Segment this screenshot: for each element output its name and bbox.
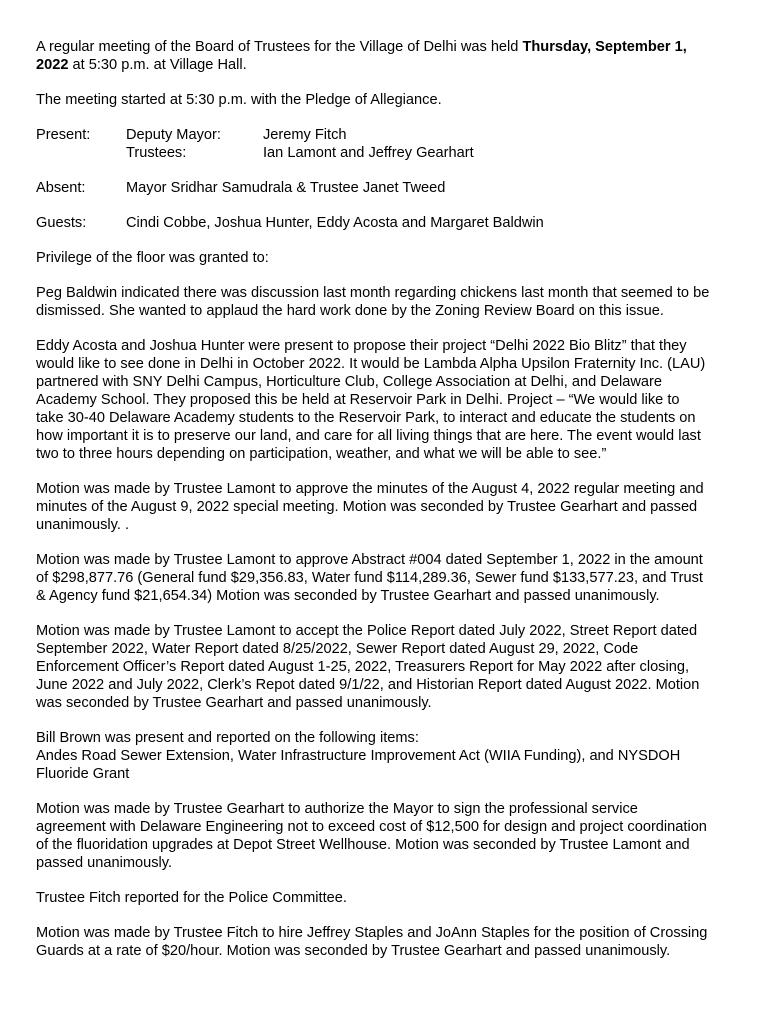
paragraph-line: of the fluoridation upgrades at Depot Street Wellhouse. Motion was seconded by Trustee Lamont and: [36, 837, 690, 853]
intro-suffix: at 5:30 p.m. at Village Hall.: [68, 57, 247, 73]
paragraph-line: Andes Road Sewer Extension, Water Infrastructure Improvement Act (WIIA Funding), and NYSDOH: [36, 748, 681, 764]
paragraph-line: Motion was made by Trustee Lamont to approve Abstract #004 dated September 1, 2022 in the amount: [36, 552, 703, 568]
paragraph-line: dismissed. She wanted to applaud the hard work done by the Zoning Review Board on this issue.: [36, 303, 664, 319]
minutes-paragraph: [36, 480, 746, 534]
paragraph-line: passed unanimously.: [36, 855, 173, 871]
minutes-paragraph: [36, 337, 746, 463]
paragraph-line: of $298,877.76 (General fund $29,356.83, Water fund $114,289.36, Sewer fund $133,577.23, and Trust: [36, 570, 703, 586]
paragraph-line: unanimously. .: [36, 517, 130, 533]
paragraph-line: September 2022, Water Report dated 8/25/2022, Sewer Report dated August 29, 2022, Code: [36, 641, 639, 657]
paragraph-line: Motion was made by Trustee Lamont to accept the Police Report dated July 2022, Street Report dated: [36, 623, 698, 639]
paragraph-line: & Agency fund $21,654.34) Motion was seconded by Trustee Gearhart and passed unanimously.: [36, 588, 660, 604]
paragraph-line: June 2022 and July 2022, Clerk’s Repot dated 9/1/22, and Historian Report dated August 2022. Motion: [36, 677, 700, 693]
paragraph-line: Bill Brown was present and reported on the following items:: [36, 730, 419, 746]
intro-paragraph: [36, 38, 746, 74]
paragraph-line: how important it is to preserve our land, and care for all living things that are here. The event would last: [36, 428, 701, 444]
paragraph-line: partnered with SNY Delhi Campus, Horticulture Club, College Association at Delhi, and Delaware: [36, 374, 662, 390]
minutes-paragraph: [36, 284, 746, 320]
privilege-paragraph: Privilege of the floor was granted to:: [36, 250, 269, 266]
paragraph-line: take 30-40 Delaware Academy students to the Reservoir Park, to interact and educate the students on: [36, 410, 696, 426]
minutes-body: [36, 284, 746, 960]
paragraph-line: two to three hours depending on participation, weather, and what we will be able to see.”: [36, 446, 607, 462]
minutes-paragraph: [36, 924, 746, 960]
present-row: [36, 126, 746, 162]
intro-text: A regular meeting of the Board of Trustees for the Village of Delhi was held: [36, 39, 523, 55]
minutes-paragraph: [36, 800, 746, 872]
paragraph-line: Trustee Fitch reported for the Police Committee.: [36, 890, 347, 906]
present-role: Trustees:: [126, 145, 187, 161]
present-role: Deputy Mayor:: [126, 127, 221, 143]
start-paragraph: The meeting started at 5:30 p.m. with the Pledge of Allegiance.: [36, 92, 442, 108]
present-list: [126, 126, 746, 162]
absent-label: Absent:: [36, 180, 86, 196]
meeting-date: Thursday, September 1,: [522, 39, 687, 55]
paragraph-line: minutes of the August 9, 2022 special meeting. Motion was seconded by Trustee Gearhart and passed: [36, 499, 698, 515]
paragraph-line: Peg Baldwin indicated there was discussion last month regarding chickens last month that seemed to be: [36, 285, 710, 301]
paragraph-line: Motion was made by Trustee Fitch to hire Jeffrey Staples and JoAnn Staples for the position of Crossing: [36, 925, 708, 941]
guests-label: Guests:: [36, 215, 87, 231]
paragraph-line: agreement with Delaware Engineering not to exceed cost of $12,500 for design and project coordination: [36, 819, 707, 835]
present-names: Ian Lamont and Jeffrey Gearhart: [263, 145, 474, 161]
meeting-year: 2022: [36, 57, 69, 73]
paragraph-line: Motion was made by Trustee Lamont to approve the minutes of the August 4, 2022 regular meeting and: [36, 481, 704, 497]
paragraph-line: Academy School. They proposed this be held at Reservoir Park in Delhi. Project – “We would like to: [36, 392, 680, 408]
minutes-paragraph: [36, 729, 746, 783]
guests-value: Cindi Cobbe, Joshua Hunter, Eddy Acosta and Margaret Baldwin: [126, 215, 544, 231]
present-names: Jeremy Fitch: [263, 127, 347, 143]
paragraph-line: Enforcement Officer’s Report dated August 1-25, 2022, Treasurers Report for May 2022 after closing,: [36, 659, 690, 675]
guests-row: [36, 214, 746, 232]
paragraph-line: Fluoride Grant: [36, 766, 130, 782]
minutes-paragraph: [36, 551, 746, 605]
paragraph-line: Motion was made by Trustee Gearhart to authorize the Mayor to sign the professional service: [36, 801, 638, 817]
absent-value: Mayor Sridhar Samudrala & Trustee Janet Tweed: [126, 180, 446, 196]
absent-row: [36, 179, 746, 197]
present-label: Present:: [36, 127, 91, 143]
minutes-document: [36, 38, 746, 977]
paragraph-line: Eddy Acosta and Joshua Hunter were present to propose their project “Delhi 2022 Bio Blitz” that they: [36, 338, 687, 354]
paragraph-line: Guards at a rate of $20/hour. Motion was seconded by Trustee Gearhart and passed unanimously.: [36, 943, 671, 959]
paragraph-line: would like to see done in Delhi in October 2022. It would be Lambda Alpha Upsilon Fraternity Inc. (LAU): [36, 356, 706, 372]
minutes-paragraph: [36, 622, 746, 712]
minutes-paragraph: [36, 889, 746, 907]
paragraph-line: was seconded by Trustee Gearhart and passed unanimously.: [36, 695, 432, 711]
